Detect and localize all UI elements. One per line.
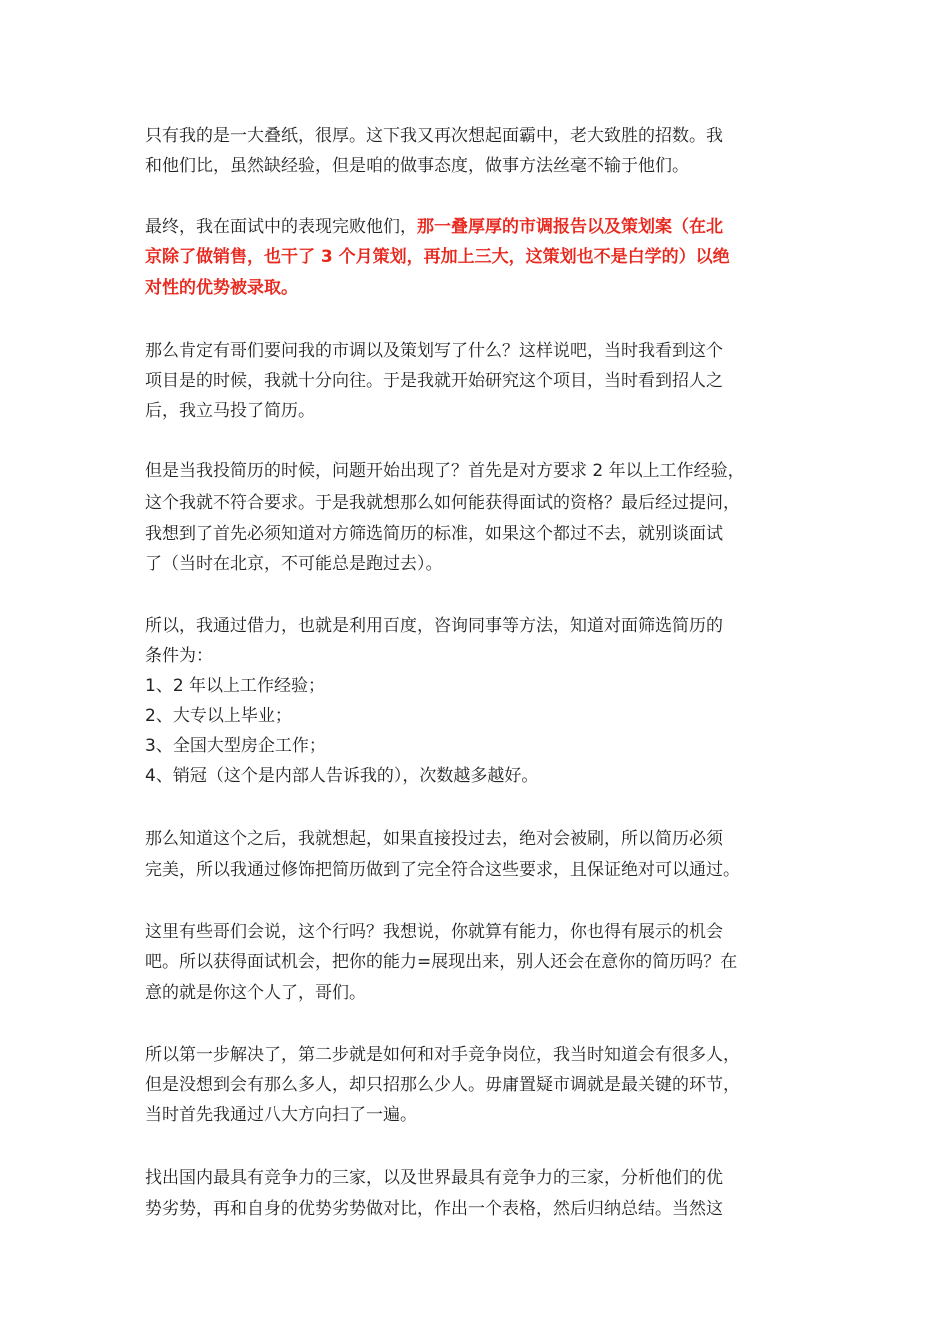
text-line: 找出国内最具有竞争力的三家，以及世界最具有竞争力的三家，分析他们的优 bbox=[145, 1168, 723, 1188]
list-item: 1、2 年以上工作经验； bbox=[145, 676, 326, 696]
list-item: 4、销冠（这个是内部人告诉我的），次数越多越好。 bbox=[145, 766, 539, 786]
list-item: 3、全国大型房企工作； bbox=[145, 736, 326, 756]
highlighted-text: 那一叠厚厚的市调报告以及策划案（在北 bbox=[417, 217, 723, 237]
text-line: 条件为： bbox=[145, 646, 213, 666]
text-line: 那么肯定有哥们要问我的市调以及策划写了什么？这样说吧，当时我看到这个 bbox=[145, 341, 723, 361]
plain-text: 最终，我在面试中的表现完败他们， bbox=[145, 217, 417, 237]
text-line: 势劣势，再和自身的优势劣势做对比，作出一个表格，然后归纳总结。当然这 bbox=[145, 1199, 723, 1219]
text-line: 所以第一步解决了，第二步就是如何和对手竞争岗位，我当时知道会有很多人， bbox=[145, 1045, 740, 1065]
text-line: 完美，所以我通过修饰把简历做到了完全符合这些要求，且保证绝对可以通过。 bbox=[145, 860, 740, 880]
text-line: 意的就是你这个人了，哥们。 bbox=[145, 983, 366, 1003]
text-line: 当时首先我通过八大方向扫了一遍。 bbox=[145, 1105, 417, 1125]
text-line: 只有我的是一大叠纸，很厚。这下我又再次想起面霸中，老大致胜的招数。我 bbox=[145, 126, 723, 146]
text-line: 这个我就不符合要求。于是我就想那么如何能获得面试的资格？最后经过提问， bbox=[145, 493, 740, 513]
text-line: 所以，我通过借力，也就是利用百度，咨询同事等方法，知道对面筛选简历的 bbox=[145, 616, 723, 636]
list-item: 2、大专以上毕业； bbox=[145, 706, 292, 726]
text-line: 但是当我投简历的时候，问题开始出现了？首先是对方要求 2 年以上工作经验， bbox=[145, 461, 745, 481]
text-line bbox=[145, 212, 723, 242]
text-line: 这里有些哥们会说，这个行吗？我想说，你就算有能力，你也得有展示的机会 bbox=[145, 922, 723, 942]
text-line: 后，我立马投了简历。 bbox=[145, 401, 315, 421]
text-line: 但是没想到会有那么多人，却只招那么少人。毋庸置疑市调就是最关键的环节， bbox=[145, 1075, 740, 1095]
text-line: 吧。所以获得面试机会，把你的能力=展现出来，别人还会在意你的简历吗？在 bbox=[145, 952, 738, 972]
highlighted-text-line: 对性的优势被录取。 bbox=[145, 278, 298, 298]
text-line: 了（当时在北京，不可能总是跑过去）。 bbox=[145, 554, 443, 574]
highlighted-text-line: 京除了做销售，也干了 3 个月策划，再加上三大，这策划也不是白学的）以绝 bbox=[145, 247, 730, 267]
text-line: 和他们比，虽然缺经验，但是咱的做事态度，做事方法丝毫不输于他们。 bbox=[145, 156, 689, 176]
text-line: 项目是的时候，我就十分向往。于是我就开始研究这个项目，当时看到招人之 bbox=[145, 371, 723, 391]
text-line: 我想到了首先必须知道对方筛选简历的标准，如果这个都过不去，就别谈面试 bbox=[145, 524, 723, 544]
text-line: 那么知道这个之后，我就想起，如果直接投过去，绝对会被刷，所以简历必须 bbox=[145, 829, 723, 849]
